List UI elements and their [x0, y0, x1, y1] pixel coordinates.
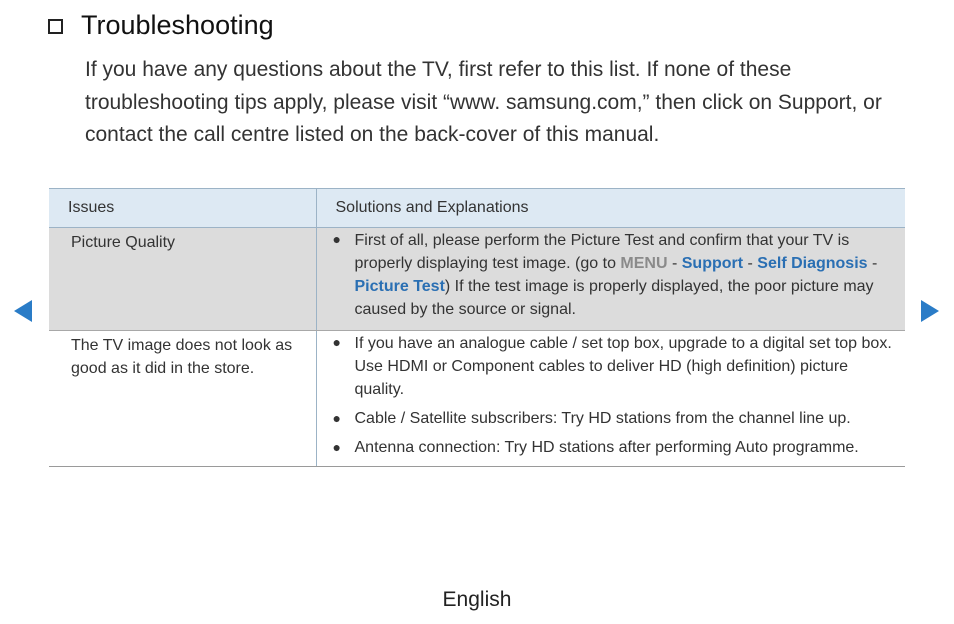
solution-item	[333, 228, 900, 321]
checkbox-icon	[48, 19, 63, 34]
solution-text: If you have an analogue cable / set top box, upgrade to a digital set top box. Use HDMI or Component cables to deliver HD (high definition) picture quality.	[354, 335, 892, 398]
issue-cell: The TV image does not look as good as it did in the store.	[49, 331, 316, 467]
solution-item	[333, 436, 900, 459]
next-page-arrow-icon[interactable]	[921, 300, 939, 322]
column-header-issues: Issues	[49, 189, 316, 228]
bullet-icon: ●	[332, 439, 341, 455]
separator: -	[667, 255, 682, 272]
table-header-row	[49, 189, 905, 228]
table-row	[49, 228, 905, 331]
bullet-icon: ●	[332, 410, 341, 426]
bullet-icon: ●	[332, 231, 341, 247]
issue-cell: Picture Quality	[49, 228, 316, 331]
page-title: Troubleshooting	[81, 10, 274, 40]
separator: -	[743, 255, 758, 272]
self-diagnosis-link[interactable]: Self Diagnosis	[757, 255, 868, 272]
separator: -	[867, 255, 878, 272]
solution-list	[333, 331, 900, 459]
column-header-solutions: Solutions and Explanations	[316, 189, 905, 228]
solution-item	[333, 331, 900, 401]
solution-item	[333, 407, 900, 430]
previous-page-arrow-icon[interactable]	[14, 300, 32, 322]
solution-text: Antenna connection: Try HD stations after performing Auto programme.	[354, 439, 859, 456]
solution-cell	[316, 228, 905, 331]
solution-text: Cable / Satellite subscribers: Try HD stations from the channel line up.	[354, 410, 851, 427]
title-row	[48, 10, 274, 41]
menu-label: MENU	[620, 255, 668, 272]
solution-list	[333, 228, 900, 321]
footer-language: English	[442, 588, 512, 611]
solution-cell	[316, 331, 905, 467]
solution-text: ) If the test image is properly displayed, the poor picture may caused by the source or signal.	[354, 278, 874, 318]
bullet-icon: ●	[332, 334, 341, 350]
solution-text: First of all, please perform the Picture Test and confirm that your TV is properly displaying test image. (go to	[354, 232, 850, 272]
intro-paragraph: If you have any questions about the TV, first refer to this list. If none of these troubleshooting tips apply, please visit “www. samsung.com,” then click on Support, or contact the call centre listed on the back-cover of this manual.	[85, 58, 882, 146]
table-row	[49, 331, 905, 467]
troubleshooting-table	[49, 188, 905, 467]
picture-test-link[interactable]: Picture Test	[354, 278, 445, 295]
support-link[interactable]: Support	[681, 255, 744, 272]
